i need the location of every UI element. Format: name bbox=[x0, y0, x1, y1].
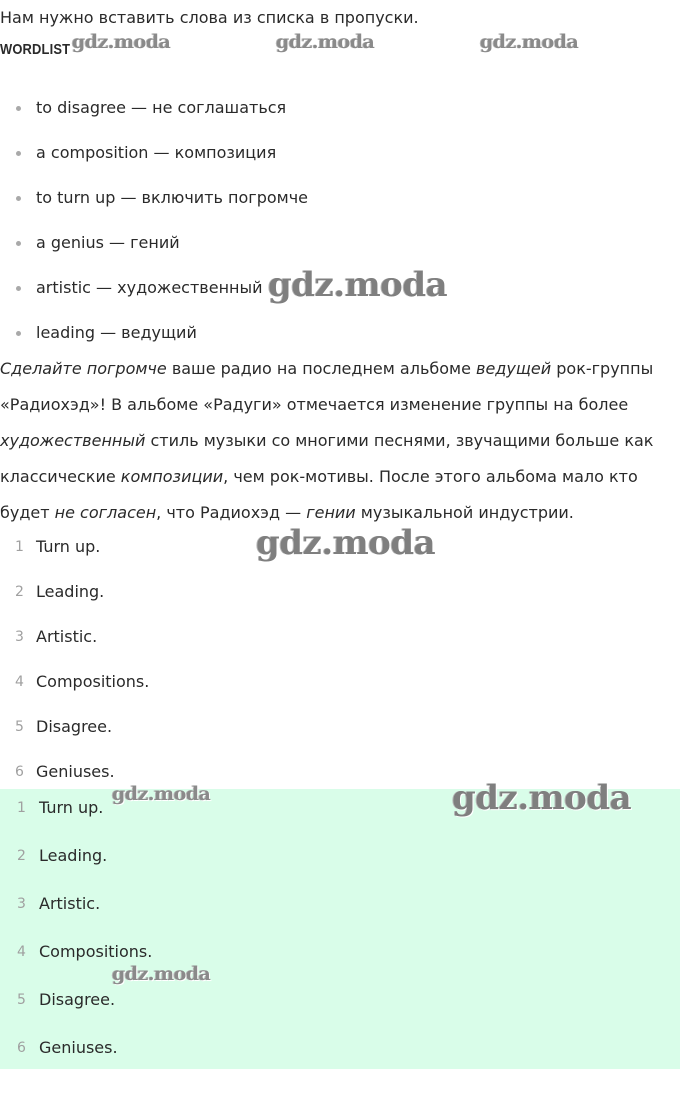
wordlist-item bbox=[0, 182, 308, 227]
answer-number: 4 bbox=[15, 674, 24, 690]
answer-number: 2 bbox=[17, 848, 26, 864]
exercise-paragraph bbox=[0, 351, 676, 531]
answer-number: 6 bbox=[17, 1040, 26, 1056]
wordlist bbox=[0, 92, 308, 362]
bullet-icon bbox=[16, 241, 21, 246]
watermark: gdz.moda bbox=[276, 31, 375, 53]
wordlist-item bbox=[0, 272, 308, 317]
watermark: gdz.moda bbox=[72, 31, 171, 53]
answer-item bbox=[0, 840, 152, 888]
wordlist-item-text: leading — ведущий bbox=[36, 323, 197, 342]
answer-text: Compositions. bbox=[36, 672, 150, 691]
watermark: gdz.moda bbox=[268, 265, 448, 305]
wordlist-item bbox=[0, 137, 308, 182]
intro-text: Нам нужно вставить слова из списка в пропуски. bbox=[0, 8, 419, 27]
answer-item bbox=[0, 888, 152, 936]
answer-item bbox=[0, 984, 152, 1032]
answer-text: Leading. bbox=[36, 582, 105, 601]
answer-item bbox=[0, 531, 149, 576]
phrase: , чем рок-мотивы. После этого альбома мало кто будет bbox=[0, 467, 638, 522]
answer-number: 2 bbox=[15, 584, 24, 600]
watermark: gdz.moda bbox=[112, 963, 211, 985]
wordlist-item-text: to disagree — не соглашаться bbox=[36, 98, 287, 117]
answer-number: 5 bbox=[17, 992, 26, 1008]
answer-item bbox=[0, 666, 149, 711]
watermark: gdz.moda bbox=[112, 783, 211, 805]
watermark: gdz.moda bbox=[452, 778, 632, 818]
phrase-italic: гении bbox=[306, 503, 356, 522]
answer-text: Leading. bbox=[39, 846, 108, 865]
answer-list bbox=[0, 531, 149, 801]
answer-text: Disagree. bbox=[39, 990, 116, 1009]
bullet-icon bbox=[16, 196, 21, 201]
answer-item bbox=[0, 1032, 152, 1080]
phrase: рок-группы «Радиохэд»! В альбоме «Радуги» отмечается изменение группы на более bbox=[0, 359, 654, 414]
answer-number: 3 bbox=[17, 896, 26, 912]
answer-number: 5 bbox=[15, 719, 24, 735]
answer-text: Geniuses. bbox=[36, 762, 115, 781]
answer-text: Compositions. bbox=[39, 942, 153, 961]
answer-number: 1 bbox=[15, 539, 24, 555]
wordlist-item-text: to turn up — включить погромче bbox=[36, 188, 308, 207]
answer-item bbox=[0, 621, 149, 666]
answer-text: Artistic. bbox=[36, 627, 98, 646]
phrase-italic: художественный bbox=[0, 431, 146, 450]
wordlist-item-text: artistic — художественный bbox=[36, 278, 263, 297]
wordlist-title: WORDLIST bbox=[0, 41, 71, 58]
phrase-italic: Сделайте погромче bbox=[0, 359, 167, 378]
answer-number: 1 bbox=[17, 800, 26, 816]
answer-item bbox=[0, 711, 149, 756]
answer-text: Artistic. bbox=[39, 894, 101, 913]
wordlist-item bbox=[0, 227, 308, 272]
phrase-italic: не согласен bbox=[54, 503, 157, 522]
phrase-italic: ведущей bbox=[476, 359, 552, 378]
highlighted-answer-list bbox=[0, 792, 152, 1080]
answer-text: Disagree. bbox=[36, 717, 113, 736]
answer-text: Geniuses. bbox=[39, 1038, 118, 1057]
answer-number: 6 bbox=[15, 764, 24, 780]
phrase: музыкальной индустрии. bbox=[355, 503, 574, 522]
phrase: стиль музыки со многими песнями, звучащими больше как классические bbox=[0, 431, 654, 486]
bullet-icon bbox=[16, 106, 21, 111]
phrase-italic: композиции bbox=[120, 467, 224, 486]
wordlist-item bbox=[0, 92, 308, 137]
answer-text: Turn up. bbox=[36, 537, 101, 556]
bullet-icon bbox=[16, 151, 21, 156]
phrase: , что Радиохэд — bbox=[156, 503, 307, 522]
bullet-icon bbox=[16, 286, 21, 291]
bullet-icon bbox=[16, 331, 21, 336]
answer-number: 3 bbox=[15, 629, 24, 645]
phrase: ваше радио на последнем альбоме bbox=[166, 359, 477, 378]
answer-number: 4 bbox=[17, 944, 26, 960]
watermark: gdz.moda bbox=[256, 523, 436, 563]
wordlist-item-text: a composition — композиция bbox=[36, 143, 277, 162]
watermark: gdz.moda bbox=[480, 31, 579, 53]
answer-text: Turn up. bbox=[39, 798, 104, 817]
wordlist-item-text: a genius — гений bbox=[36, 233, 180, 252]
answer-item bbox=[0, 576, 149, 621]
